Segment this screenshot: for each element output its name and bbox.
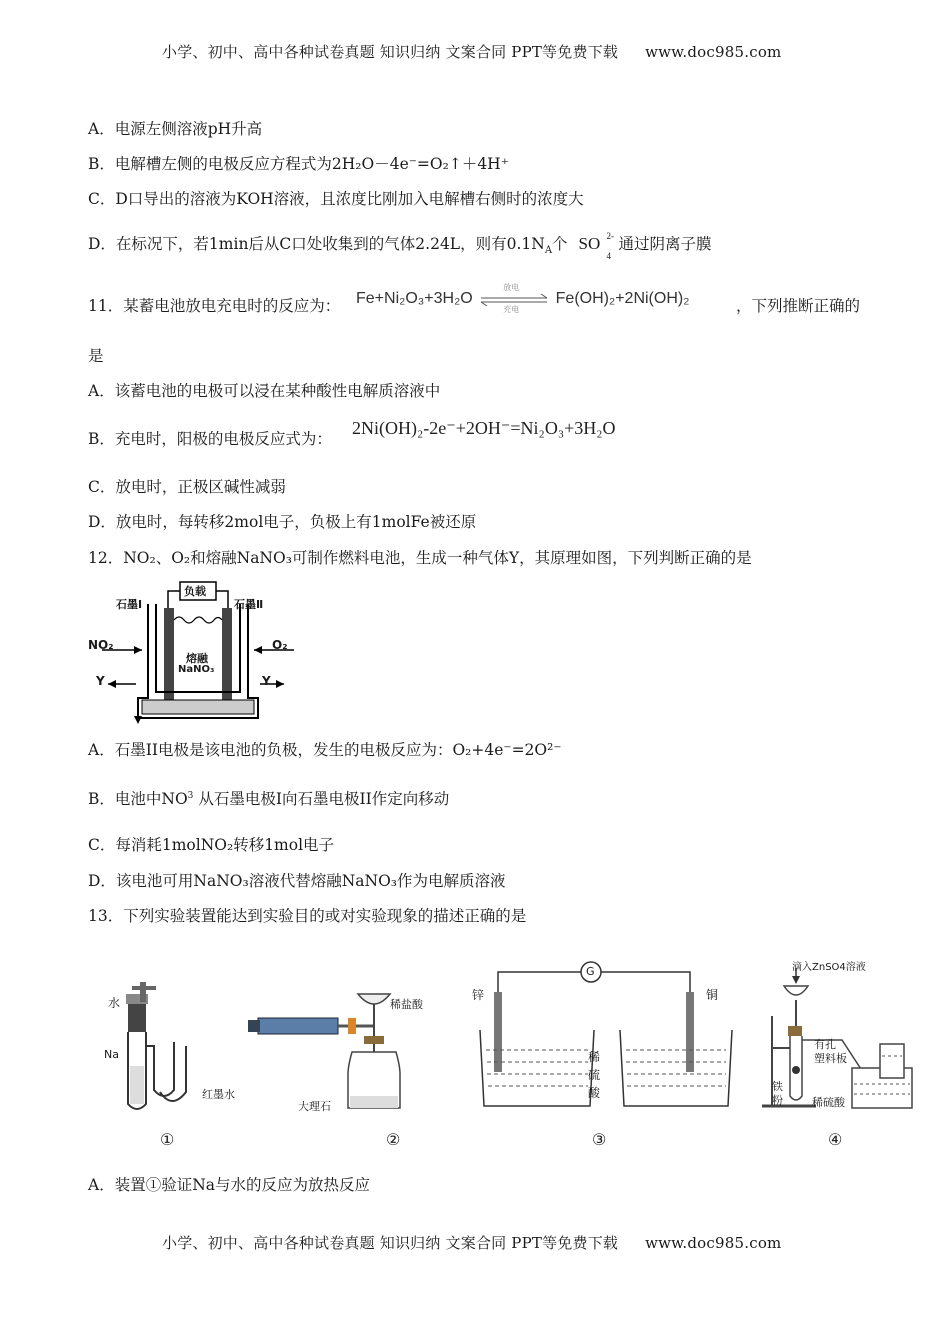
q12-y-left-label: Y bbox=[96, 674, 105, 688]
q13-stem: 13．下列实验装置能达到实验目的或对实验现象的描述正确的是 bbox=[88, 907, 527, 925]
footer-url: www.doc985.com bbox=[645, 1234, 782, 1252]
q13-fig3-acid-2: 硫 bbox=[588, 1068, 601, 1082]
q13-fig3-acid-3: 酸 bbox=[588, 1086, 601, 1100]
header-text: 小学、初中、高中各种试卷真题 知识归纳 文案合同 PPT等免费下载 bbox=[162, 43, 619, 61]
page-header bbox=[162, 41, 781, 62]
q11-b-pre: B．充电时，阳极的电极反应式为： bbox=[88, 430, 332, 448]
q10-d-text: D．在标况下，若1min后从C口处收集到的气体2.24L，则有0.1N bbox=[88, 235, 545, 253]
q10-option-d: D．在标况下，若1min后从C口处收集到的气体2.24L，则有$0.1N_A$个 SO 2- 4 通过阴离子膜 bbox=[88, 231, 712, 261]
q13-fig3-zn: 锌 bbox=[472, 988, 485, 1002]
q13-fig4-iron-1: 铁 bbox=[772, 1080, 783, 1093]
q13-fig3-cu: 铜 bbox=[706, 988, 719, 1002]
q12-y-right-label: Y bbox=[262, 674, 271, 688]
q11-option-b bbox=[88, 429, 332, 449]
q10-option-a: A．电源左侧溶液pH升高 bbox=[88, 120, 263, 138]
q12-left-electrode-label: 石墨Ⅰ bbox=[116, 598, 143, 611]
q10-d-ion: SO bbox=[578, 234, 601, 253]
q13-apparatus-1 bbox=[100, 974, 250, 1150]
header-url: www.doc985.com bbox=[645, 43, 782, 61]
q12-no2-label: NO₂ bbox=[88, 638, 114, 652]
q11-arrow-bottom: 充电 bbox=[503, 305, 520, 314]
page-footer bbox=[162, 1232, 781, 1253]
q12-nano3-label: NaNO₃ bbox=[178, 664, 215, 675]
q13-fig4-plate-1: 有孔 bbox=[814, 1038, 836, 1051]
footer-text: 小学、初中、高中各种试卷真题 知识归纳 文案合同 PPT等免费下载 bbox=[162, 1234, 619, 1252]
q13-fig4-number: ④ bbox=[828, 1130, 843, 1149]
q13-fig4-iron-2: 粉 bbox=[772, 1094, 783, 1107]
q11-stem bbox=[88, 296, 340, 316]
q13-fig2-number: ② bbox=[386, 1130, 401, 1149]
q11-reaction-right: Fe(OH)₂+2Ni(OH)₂ bbox=[555, 290, 690, 308]
q11-reaction-left: Fe+Ni₂O₃+3H₂O bbox=[356, 290, 473, 308]
q12-option-a: A．石墨II电极是该电池的负极，发生的电极反应为：O₂+4e⁻=2O²⁻ bbox=[88, 741, 562, 759]
q10-d-sub: A bbox=[544, 245, 553, 257]
q10-d-post: 通过阴离子膜 bbox=[618, 235, 712, 253]
q11-b-equation: 2Ni(OH)₂-2e⁻+2OH⁻=Ni₂O₃+3H₂O bbox=[352, 418, 616, 438]
q13-fig2-marble: 大理石 bbox=[298, 1100, 331, 1113]
q13-apparatus-3 bbox=[460, 956, 750, 1150]
q13-fig4-drip: 滴入ZnSO4溶液 bbox=[792, 962, 866, 973]
q13-fig4-plate-2: 塑料板 bbox=[814, 1052, 847, 1065]
q13-fig3-galvanometer: G bbox=[586, 965, 595, 978]
q12-b-pre: B．电池中NO bbox=[88, 790, 188, 808]
q10-b-equation: 2H₂O－4e⁻=O₂↑＋4H⁺ bbox=[331, 155, 509, 173]
q13-fig3-number: ③ bbox=[592, 1130, 607, 1149]
q13-fig2-acid: 稀盐酸 bbox=[390, 998, 423, 1011]
q13-fig1-number: ① bbox=[160, 1130, 175, 1149]
q13-fig1-water: 水 bbox=[108, 996, 121, 1010]
q11-reaction bbox=[356, 283, 690, 314]
q13-fig3-acid-1: 稀 bbox=[588, 1050, 601, 1064]
q12-option-b: B．电池中$NO^3$ 从石墨电极I向石墨电极II作定向移动 bbox=[88, 790, 450, 808]
q11-reversible-arrow bbox=[477, 283, 551, 314]
q13-apparatus-4 bbox=[752, 956, 932, 1150]
q11-option-a: A．该蓄电池的电极可以浸在某种酸性电解质溶液中 bbox=[88, 382, 441, 400]
q10-option-b: B．电解槽左侧的电极反应方程式为2H₂O－4e⁻=O₂↑＋4H⁺ bbox=[88, 155, 509, 173]
q12-option-d: D．该电池可用NaNO₃溶液代替熔融NaNO₃作为电解质溶液 bbox=[88, 872, 506, 890]
q11-stem-post: ，下列推断正确的 bbox=[736, 297, 861, 315]
q13-fig1-na: Na bbox=[104, 1048, 119, 1061]
q12-fuel-cell-diagram bbox=[88, 578, 298, 726]
q12-o2-label: O₂ bbox=[272, 638, 288, 652]
q13-fig1-ink: 红墨水 bbox=[202, 1088, 235, 1101]
q11-option-d: D．放电时，每转移2mol电子，负极上有1molFe被还原 bbox=[88, 513, 477, 531]
q12-melt-label: 熔融 bbox=[186, 652, 208, 665]
q11-arrow-top: 放电 bbox=[503, 283, 520, 292]
q12-stem: 12．NO₂、O₂和熔融NaNO₃可制作燃料电池，生成一种气体Y，其原理如图，下列判断正确的是 bbox=[88, 549, 752, 567]
q12-b-post: 从石墨电极I向石墨电极II作定向移动 bbox=[198, 790, 450, 808]
q13-fig4-acid: 稀硫酸 bbox=[812, 1096, 845, 1109]
q11-option-c: C．放电时，正极区碱性减弱 bbox=[88, 478, 286, 496]
q10-d-mid: 个 bbox=[552, 235, 568, 253]
q12-right-electrode-label: 石墨Ⅱ bbox=[234, 598, 264, 611]
q10-option-c: C．D口导出的溶液为KOH溶液，且浓度比刚加入电解槽右侧时的浓度大 bbox=[88, 190, 584, 208]
q12-load-label: 负载 bbox=[184, 585, 206, 598]
q11-stem-end: 是 bbox=[88, 347, 104, 365]
q13-apparatus-2 bbox=[248, 974, 448, 1150]
q11-stem-pre: 11．某蓄电池放电充电时的反应为： bbox=[88, 297, 341, 315]
q13-option-a: A．装置①验证Na与水的反应为放热反应 bbox=[88, 1176, 370, 1194]
q12-option-c: C．每消耗1molNO₂转移1mol电子 bbox=[88, 836, 335, 854]
